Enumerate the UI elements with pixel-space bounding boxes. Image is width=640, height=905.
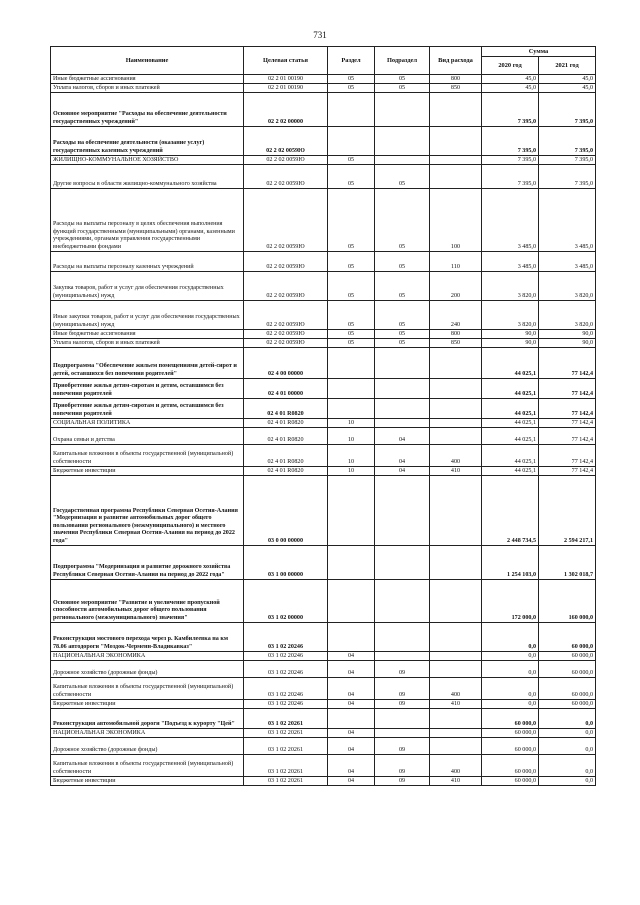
cell-sum-2020: 7 395,0	[482, 165, 539, 189]
cell-section	[328, 476, 375, 546]
cell-sum-2021: 3 485,0	[539, 189, 596, 252]
header-subsection: Подраздел	[375, 47, 430, 75]
cell-section: 05	[328, 165, 375, 189]
cell-expense-type	[430, 729, 482, 738]
cell-name: Бюджетные инвестиции	[51, 777, 244, 786]
header-target: Целевая статья	[244, 47, 328, 75]
cell-sum-2020: 44 025,1	[482, 379, 539, 399]
cell-expense-type	[430, 546, 482, 580]
cell-target: 02 4 01 R0820	[244, 467, 328, 476]
table-row	[51, 165, 596, 189]
cell-sum-2021: 77 142,4	[539, 419, 596, 428]
table-row	[51, 272, 596, 301]
cell-section: 10	[328, 428, 375, 445]
cell-expense-type: 400	[430, 678, 482, 700]
cell-section: 05	[328, 301, 375, 330]
table-row	[51, 476, 596, 546]
table-row	[51, 777, 596, 786]
table-row	[51, 755, 596, 777]
cell-name: Приобретение жилья детям-сиротам и детям, оставшимся без попечения родителей	[51, 399, 244, 419]
cell-expense-type	[430, 156, 482, 165]
cell-subsection: 05	[375, 75, 430, 84]
cell-expense-type: 850	[430, 339, 482, 348]
cell-expense-type	[430, 419, 482, 428]
header-year-2020: 2020 год	[482, 57, 539, 75]
header-sum: Сумма	[482, 47, 596, 57]
cell-expense-type: 410	[430, 700, 482, 709]
cell-target: 02 2 02 0059Ю	[244, 165, 328, 189]
table-row	[51, 580, 596, 623]
cell-section: 04	[328, 652, 375, 661]
cell-sum-2020: 44 025,1	[482, 348, 539, 379]
table-row	[51, 700, 596, 709]
cell-name: Капитальные вложения в объекты государственной (муниципальной) собственности	[51, 755, 244, 777]
cell-target: 03 1 02 20246	[244, 661, 328, 678]
table-row	[51, 93, 596, 127]
cell-name: Реконструкция автомобильной дороги "Подъезд к курорту "Цей"	[51, 709, 244, 729]
cell-section: 05	[328, 272, 375, 301]
cell-subsection	[375, 93, 430, 127]
cell-target: 02 4 01 R0820	[244, 419, 328, 428]
cell-sum-2020: 45,0	[482, 84, 539, 93]
table-row	[51, 348, 596, 379]
cell-sum-2021: 1 302 018,7	[539, 546, 596, 580]
cell-section	[328, 379, 375, 399]
cell-expense-type	[430, 476, 482, 546]
cell-subsection: 05	[375, 339, 430, 348]
cell-target: 03 0 00 00000	[244, 476, 328, 546]
cell-name: Основное мероприятие "Развитие и увеличение пропускной способности автомобильных дорог общего пользования регионального (межмуниципального) значения"	[51, 580, 244, 623]
cell-expense-type	[430, 661, 482, 678]
cell-section	[328, 546, 375, 580]
cell-sum-2020: 90,0	[482, 339, 539, 348]
cell-subsection: 05	[375, 84, 430, 93]
table-row	[51, 445, 596, 467]
cell-name: Капитальные вложения в объекты государственной (муниципальной) собственности	[51, 445, 244, 467]
cell-subsection: 09	[375, 777, 430, 786]
cell-sum-2020: 44 025,1	[482, 419, 539, 428]
cell-section	[328, 623, 375, 652]
cell-expense-type	[430, 127, 482, 156]
cell-name: Иные закупки товаров, работ и услуг для обеспечения государственных (муниципальных) нужд	[51, 301, 244, 330]
cell-subsection	[375, 399, 430, 419]
header-name: Наименование	[51, 47, 244, 75]
cell-sum-2021: 77 142,4	[539, 399, 596, 419]
table-row	[51, 84, 596, 93]
cell-subsection: 05	[375, 301, 430, 330]
cell-expense-type: 410	[430, 467, 482, 476]
cell-target: 02 4 00 00000	[244, 348, 328, 379]
cell-sum-2020: 3 485,0	[482, 189, 539, 252]
budget-table	[50, 46, 596, 786]
cell-subsection: 09	[375, 755, 430, 777]
cell-sum-2021: 90,0	[539, 330, 596, 339]
cell-name: Государственная программа Республики Северная Осетия-Алания "Модернизация и развитие автомобильных дорог общего пользования регионального (межмуниципального) и местного значения Республики Северная Осетия-Алания на период до 2022 года"	[51, 476, 244, 546]
cell-sum-2021: 90,0	[539, 339, 596, 348]
cell-name: Расходы на обеспечение деятельности (оказание услуг) государственных казенных учреждений	[51, 127, 244, 156]
cell-name: Подпрограмма "Обеспечение жильем помещениями детей-сирот и детей, оставшихся без попечения родителей"	[51, 348, 244, 379]
cell-target: 02 2 02 0059Ю	[244, 330, 328, 339]
cell-subsection	[375, 623, 430, 652]
cell-sum-2020: 0,0	[482, 678, 539, 700]
cell-expense-type: 200	[430, 272, 482, 301]
header-expense-type: Вид расхода	[430, 47, 482, 75]
cell-name: НАЦИОНАЛЬНАЯ ЭКОНОМИКА	[51, 729, 244, 738]
cell-subsection: 04	[375, 428, 430, 445]
cell-target: 02 2 02 0059Ю	[244, 127, 328, 156]
table-row	[51, 75, 596, 84]
table-row	[51, 330, 596, 339]
cell-section: 04	[328, 700, 375, 709]
cell-target: 02 4 01 R0820	[244, 445, 328, 467]
cell-name: Основное мероприятие "Расходы на обеспечение деятельности государственных учреждений"	[51, 93, 244, 127]
cell-subsection: 09	[375, 678, 430, 700]
cell-sum-2021: 77 142,4	[539, 348, 596, 379]
cell-sum-2021: 7 395,0	[539, 165, 596, 189]
table-row	[51, 738, 596, 755]
cell-sum-2020: 3 485,0	[482, 252, 539, 272]
cell-section: 05	[328, 156, 375, 165]
cell-sum-2021: 60 000,0	[539, 661, 596, 678]
cell-expense-type: 850	[430, 84, 482, 93]
cell-sum-2021: 2 594 217,1	[539, 476, 596, 546]
cell-subsection	[375, 127, 430, 156]
cell-expense-type	[430, 738, 482, 755]
cell-sum-2021: 77 142,4	[539, 428, 596, 445]
cell-section: 10	[328, 419, 375, 428]
cell-name: СОЦИАЛЬНАЯ ПОЛИТИКА	[51, 419, 244, 428]
cell-subsection	[375, 476, 430, 546]
cell-name: Иные бюджетные ассигнования	[51, 75, 244, 84]
cell-subsection	[375, 652, 430, 661]
table-row	[51, 399, 596, 419]
cell-section: 10	[328, 467, 375, 476]
cell-expense-type: 110	[430, 252, 482, 272]
cell-sum-2021: 0,0	[539, 738, 596, 755]
cell-expense-type	[430, 165, 482, 189]
cell-section	[328, 580, 375, 623]
cell-sum-2021: 0,0	[539, 755, 596, 777]
cell-section: 04	[328, 729, 375, 738]
table-row	[51, 729, 596, 738]
cell-target: 02 2 02 0059Ю	[244, 189, 328, 252]
cell-subsection	[375, 580, 430, 623]
cell-expense-type	[430, 709, 482, 729]
cell-expense-type	[430, 580, 482, 623]
table-body	[51, 75, 596, 786]
table-row	[51, 156, 596, 165]
cell-target: 02 2 01 00190	[244, 75, 328, 84]
cell-name: Дорожное хозяйство (дорожные фонды)	[51, 738, 244, 755]
cell-name: НАЦИОНАЛЬНАЯ ЭКОНОМИКА	[51, 652, 244, 661]
cell-sum-2021: 160 000,0	[539, 580, 596, 623]
table-row	[51, 467, 596, 476]
cell-target: 02 2 02 00000	[244, 93, 328, 127]
cell-name: Закупка товаров, работ и услуг для обеспечения государственных (муниципальных) нужд	[51, 272, 244, 301]
cell-section: 05	[328, 339, 375, 348]
cell-target: 03 1 00 00000	[244, 546, 328, 580]
cell-sum-2021: 60 000,0	[539, 700, 596, 709]
cell-target: 02 2 01 00190	[244, 84, 328, 93]
cell-expense-type	[430, 428, 482, 445]
cell-expense-type: 400	[430, 755, 482, 777]
header-year-2021: 2021 год	[539, 57, 596, 75]
cell-sum-2020: 0,0	[482, 623, 539, 652]
cell-subsection	[375, 156, 430, 165]
cell-section: 05	[328, 252, 375, 272]
cell-subsection: 05	[375, 272, 430, 301]
cell-name: Приобретение жилья детям-сиротам и детям, оставшимся без попечения родителей	[51, 379, 244, 399]
cell-sum-2020: 44 025,1	[482, 445, 539, 467]
cell-sum-2020: 60 000,0	[482, 755, 539, 777]
cell-sum-2020: 172 000,0	[482, 580, 539, 623]
cell-target: 03 1 02 20261	[244, 777, 328, 786]
cell-sum-2020: 44 025,1	[482, 428, 539, 445]
cell-subsection	[375, 419, 430, 428]
cell-sum-2020: 60 000,0	[482, 729, 539, 738]
cell-sum-2020: 7 395,0	[482, 127, 539, 156]
cell-section: 05	[328, 330, 375, 339]
table-row	[51, 678, 596, 700]
cell-target: 02 2 02 0059Ю	[244, 272, 328, 301]
header-section: Раздел	[328, 47, 375, 75]
table-row	[51, 623, 596, 652]
cell-subsection: 05	[375, 189, 430, 252]
cell-sum-2020: 0,0	[482, 700, 539, 709]
cell-sum-2021: 7 395,0	[539, 93, 596, 127]
cell-sum-2020: 2 448 734,5	[482, 476, 539, 546]
table-row	[51, 301, 596, 330]
table-row	[51, 661, 596, 678]
cell-subsection	[375, 379, 430, 399]
cell-sum-2020: 0,0	[482, 652, 539, 661]
cell-sum-2021: 3 820,0	[539, 301, 596, 330]
cell-section	[328, 348, 375, 379]
cell-sum-2020: 60 000,0	[482, 709, 539, 729]
cell-target: 03 1 02 20261	[244, 709, 328, 729]
cell-expense-type	[430, 348, 482, 379]
cell-target: 02 4 01 00000	[244, 379, 328, 399]
cell-target: 02 4 01 R0820	[244, 399, 328, 419]
cell-section: 04	[328, 678, 375, 700]
cell-sum-2020: 3 820,0	[482, 272, 539, 301]
cell-expense-type: 800	[430, 75, 482, 84]
cell-section: 05	[328, 75, 375, 84]
cell-section: 04	[328, 738, 375, 755]
cell-subsection: 04	[375, 445, 430, 467]
cell-target: 02 2 02 0059Ю	[244, 156, 328, 165]
cell-sum-2021: 60 000,0	[539, 652, 596, 661]
cell-expense-type: 240	[430, 301, 482, 330]
table-row	[51, 419, 596, 428]
cell-expense-type	[430, 93, 482, 127]
cell-section: 05	[328, 84, 375, 93]
cell-subsection: 09	[375, 700, 430, 709]
table-row	[51, 127, 596, 156]
table-row	[51, 709, 596, 729]
cell-sum-2021: 3 820,0	[539, 272, 596, 301]
cell-sum-2021: 77 142,4	[539, 467, 596, 476]
cell-name: Охрана семьи и детства	[51, 428, 244, 445]
cell-target: 02 2 02 0059Ю	[244, 252, 328, 272]
cell-expense-type	[430, 652, 482, 661]
cell-subsection	[375, 729, 430, 738]
cell-sum-2021: 0,0	[539, 777, 596, 786]
cell-target: 02 4 01 R0820	[244, 428, 328, 445]
cell-section	[328, 709, 375, 729]
cell-section	[328, 127, 375, 156]
cell-sum-2020: 7 395,0	[482, 93, 539, 127]
table-row	[51, 652, 596, 661]
cell-subsection	[375, 348, 430, 379]
cell-name: Иные бюджетные ассигнования	[51, 330, 244, 339]
cell-expense-type	[430, 399, 482, 419]
cell-expense-type	[430, 623, 482, 652]
cell-sum-2020: 44 025,1	[482, 467, 539, 476]
cell-subsection	[375, 709, 430, 729]
cell-subsection: 09	[375, 738, 430, 755]
cell-target: 03 1 02 20261	[244, 738, 328, 755]
cell-sum-2020: 1 254 103,0	[482, 546, 539, 580]
cell-expense-type	[430, 379, 482, 399]
cell-name: Расходы на выплаты персоналу в целях обеспечения выполнения функций государственными (муниципальными) органами, казенными учреждениями, органами управления государственными внебюджетными фондами	[51, 189, 244, 252]
cell-section	[328, 93, 375, 127]
cell-target: 03 1 02 20246	[244, 623, 328, 652]
cell-sum-2021: 60 000,0	[539, 678, 596, 700]
cell-subsection: 04	[375, 467, 430, 476]
cell-target: 02 2 02 0059Ю	[244, 339, 328, 348]
cell-sum-2020: 44 025,1	[482, 399, 539, 419]
cell-sum-2021: 7 395,0	[539, 127, 596, 156]
cell-target: 03 1 02 00000	[244, 580, 328, 623]
cell-sum-2021: 60 000,0	[539, 623, 596, 652]
cell-target: 03 1 02 20261	[244, 755, 328, 777]
cell-sum-2021: 0,0	[539, 729, 596, 738]
table-row	[51, 428, 596, 445]
cell-target: 03 1 02 20246	[244, 700, 328, 709]
cell-name: Реконструкция мостового перехода через р. Камбилеевка на км 78.06 автодороги "Моздок-Черменн-Владикавказ"	[51, 623, 244, 652]
cell-target: 03 1 02 20246	[244, 652, 328, 661]
cell-expense-type: 100	[430, 189, 482, 252]
cell-target: 02 2 02 0059Ю	[244, 301, 328, 330]
cell-target: 03 1 02 20261	[244, 729, 328, 738]
cell-sum-2020: 90,0	[482, 330, 539, 339]
cell-sum-2021: 45,0	[539, 75, 596, 84]
table-row	[51, 189, 596, 252]
table-row	[51, 379, 596, 399]
cell-name: Бюджетные инвестиции	[51, 700, 244, 709]
cell-expense-type: 410	[430, 777, 482, 786]
cell-name: ЖИЛИЩНО-КОММУНАЛЬНОЕ ХОЗЯЙСТВО	[51, 156, 244, 165]
cell-section: 05	[328, 189, 375, 252]
cell-section: 04	[328, 661, 375, 678]
cell-section: 04	[328, 755, 375, 777]
cell-section: 10	[328, 445, 375, 467]
cell-sum-2020: 45,0	[482, 75, 539, 84]
cell-sum-2020: 3 820,0	[482, 301, 539, 330]
cell-target: 03 1 02 20246	[244, 678, 328, 700]
cell-expense-type: 800	[430, 330, 482, 339]
cell-section	[328, 399, 375, 419]
cell-name: Уплата налогов, сборов и иных платежей	[51, 339, 244, 348]
cell-name: Уплата налогов, сборов и иных платежей	[51, 84, 244, 93]
cell-name: Подпрограмма "Модернизация и развитие дорожного хозяйства Республики Северная Осетия-Алания на период до 2022 года"	[51, 546, 244, 580]
cell-sum-2021: 77 142,4	[539, 379, 596, 399]
cell-sum-2021: 7 395,0	[539, 156, 596, 165]
cell-section: 04	[328, 777, 375, 786]
cell-subsection: 05	[375, 330, 430, 339]
cell-subsection: 05	[375, 165, 430, 189]
cell-sum-2021: 77 142,4	[539, 445, 596, 467]
cell-sum-2021: 45,0	[539, 84, 596, 93]
cell-name: Другие вопросы в области жилищно-коммунального хозяйства	[51, 165, 244, 189]
cell-subsection: 09	[375, 661, 430, 678]
page-number: 731	[313, 30, 327, 40]
cell-sum-2020: 60 000,0	[482, 777, 539, 786]
cell-sum-2021: 3 485,0	[539, 252, 596, 272]
cell-sum-2020: 60 000,0	[482, 738, 539, 755]
cell-name: Расходы на выплаты персоналу казенных учреждений	[51, 252, 244, 272]
cell-name: Дорожное хозяйство (дорожные фонды)	[51, 661, 244, 678]
table-row	[51, 546, 596, 580]
cell-sum-2020: 7 395,0	[482, 156, 539, 165]
cell-name: Капитальные вложения в объекты государственной (муниципальной) собственности	[51, 678, 244, 700]
cell-subsection: 05	[375, 252, 430, 272]
cell-name: Бюджетные инвестиции	[51, 467, 244, 476]
cell-expense-type: 400	[430, 445, 482, 467]
cell-sum-2021: 0,0	[539, 709, 596, 729]
cell-subsection	[375, 546, 430, 580]
cell-sum-2020: 0,0	[482, 661, 539, 678]
table-row	[51, 252, 596, 272]
table-row	[51, 339, 596, 348]
